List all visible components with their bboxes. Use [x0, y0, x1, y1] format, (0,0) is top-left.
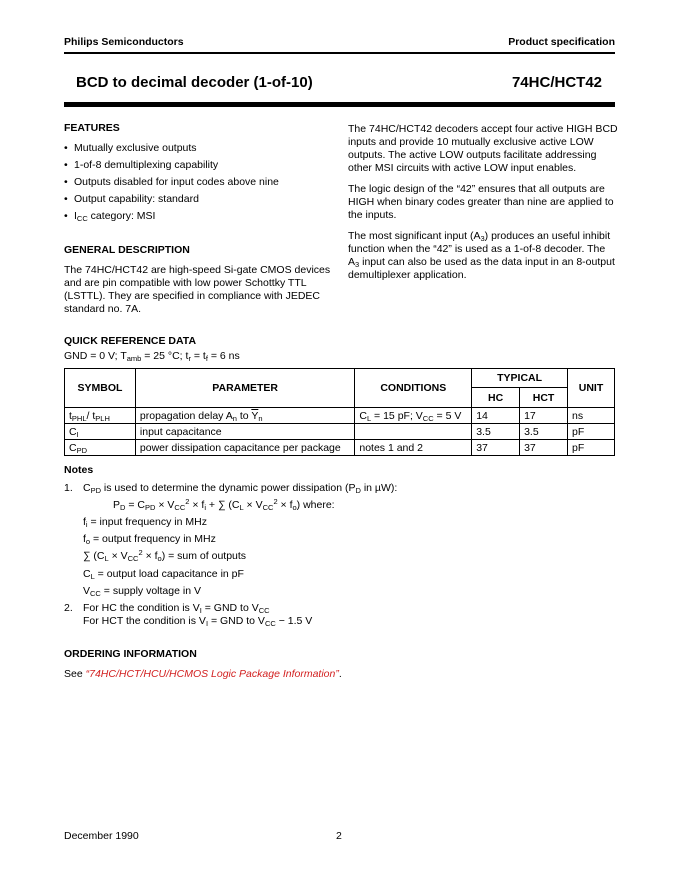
description-p1: The 74HC/HCT42 decoders accept four active HIGH BCD inputs and provide 10 mutually exclusive active LOW outputs. The active LOW outputs facilitate addressing other MSI circuits with active LOW input enables. [348, 123, 618, 174]
cell-hct: 3.5 [520, 424, 568, 440]
feature-item: • 1-of-8 demultiplexing capability [64, 159, 334, 176]
note-1-text: $C_{PD}$ is used to determine the dynamic power dissipation ($P_D$ in µW): [83, 482, 398, 495]
title-rule [64, 102, 615, 107]
general-heading: GENERAL DESCRIPTION [64, 244, 190, 256]
table-row [65, 424, 615, 440]
cell-hc: 14 [472, 408, 520, 424]
col-symbol: SYMBOL [65, 369, 136, 408]
cell-hc: 3.5 [472, 424, 520, 440]
col-hct: HCT [520, 388, 568, 408]
cell-unit: pF [568, 424, 615, 440]
cell-hct: 17 [520, 408, 568, 424]
feature-item: • Outputs disabled for input codes above nine [64, 176, 334, 193]
ordering-prefix: See [64, 668, 83, 680]
cell-parameter: input capacitance [135, 424, 354, 440]
feature-item: • Output capability: standard [64, 193, 334, 210]
note-definition: $C_L$ = output load capacitance in pF [83, 568, 244, 581]
note-definition: $f_i$ = input frequency in MHz [83, 516, 207, 529]
table-row [65, 408, 615, 424]
cell-conditions: $C_L = 15$ pF; $V_{CC} = 5$ V [355, 408, 472, 424]
col-unit: UNIT [568, 369, 615, 408]
cell-parameter: power dissipation capacitance per package [135, 440, 354, 456]
col-parameter: PARAMETER [135, 369, 354, 408]
footer-date: December 1990 [64, 830, 139, 842]
description-p3: The most significant input $(A_3)$ produces an useful inhibit function when the “42” is used as a 1-of-8 decoder. The $A_3$ input can also be used as the data input in an 8-output demultiplexer application. [348, 230, 615, 281]
cell-hc: 37 [472, 440, 520, 456]
features-heading: FEATURES [64, 122, 120, 134]
page-title: BCD to decimal decoder (1-of-10) [76, 74, 313, 91]
feature-item: • $I_{CC}$ category: MSI [64, 210, 334, 227]
note-2-number: 2. [64, 602, 73, 614]
note-definition: $V_{CC}$ = supply voltage in V [83, 585, 201, 598]
ordering-text [64, 668, 342, 681]
note-definition: $f_o$ = output frequency in MHz [83, 533, 216, 546]
page-number: 2 [336, 830, 342, 842]
cell-symbol: $C_{PD}$ [65, 440, 136, 456]
cell-symbol: $t_{PHL}/$ $t_{PLH}$ [65, 408, 136, 424]
cell-hct: 37 [520, 440, 568, 456]
package-info-link[interactable]: “74HC/HCT/HCU/HCMOS Logic Package Information” [85, 668, 339, 680]
ordering-suffix: . [338, 668, 342, 680]
feature-item: • Mutually exclusive outputs [64, 142, 334, 159]
quick-reference-table [64, 368, 615, 456]
note-2-line-b: For HCT the condition is $V_I$ = GND to $V_{CC} - 1.5$ V [83, 615, 313, 628]
part-number: 74HC/HCT42 [511, 74, 602, 91]
header-rule [64, 52, 615, 54]
company-name: Philips Semiconductors [64, 36, 184, 48]
qrd-heading: QUICK REFERENCE DATA [64, 335, 197, 347]
cell-conditions: notes 1 and 2 [355, 440, 472, 456]
features-list [64, 142, 334, 227]
cell-unit: ns [568, 408, 615, 424]
note-2-line-a: For HC the condition is $V_I$ = GND to $V_{CC}$ [83, 602, 270, 615]
general-text: The 74HC/HCT42 are high-speed Si-gate CMOS devices and are pin compatible with low power Schottky TTL (LSTTL). They are specified in compliance with JEDEC standard no. 7A. [64, 264, 331, 315]
note-1-formula: $P_D = C_{PD} \times V_{CC}^2 \times f_i$ + ∑ $(C_L \times V_{CC}^2 \times f_o)$ where: [113, 497, 335, 512]
note-1-number: 1. [64, 482, 73, 494]
doc-type: Product specification [508, 36, 615, 48]
cell-symbol: $C_I$ [65, 424, 136, 440]
description-p2: The logic design of the “42” ensures that all outputs are HIGH when binary codes greater than nine are applied to the inputs. [348, 183, 614, 221]
qrd-conditions: GND = 0 V; $T_{amb} = 25$ °C; $t_r = t_f = 6$ ns [64, 350, 240, 363]
cell-unit: pF [568, 440, 615, 456]
table-row [65, 440, 615, 456]
ordering-heading: ORDERING INFORMATION [64, 648, 197, 660]
description-column [348, 123, 618, 282]
col-conditions: CONDITIONS [355, 369, 472, 408]
cell-conditions [355, 424, 472, 440]
col-typical: TYPICAL [472, 369, 568, 388]
col-hc: HC [472, 388, 520, 408]
note-definition: ∑ $(C_L \times V_{CC}^2 \times f_o)$ = sum of outputs [83, 548, 247, 563]
cell-parameter: propagation delay $A_n$ to $\overline{Y}_n$ [135, 408, 354, 424]
notes-heading: Notes [64, 464, 94, 476]
